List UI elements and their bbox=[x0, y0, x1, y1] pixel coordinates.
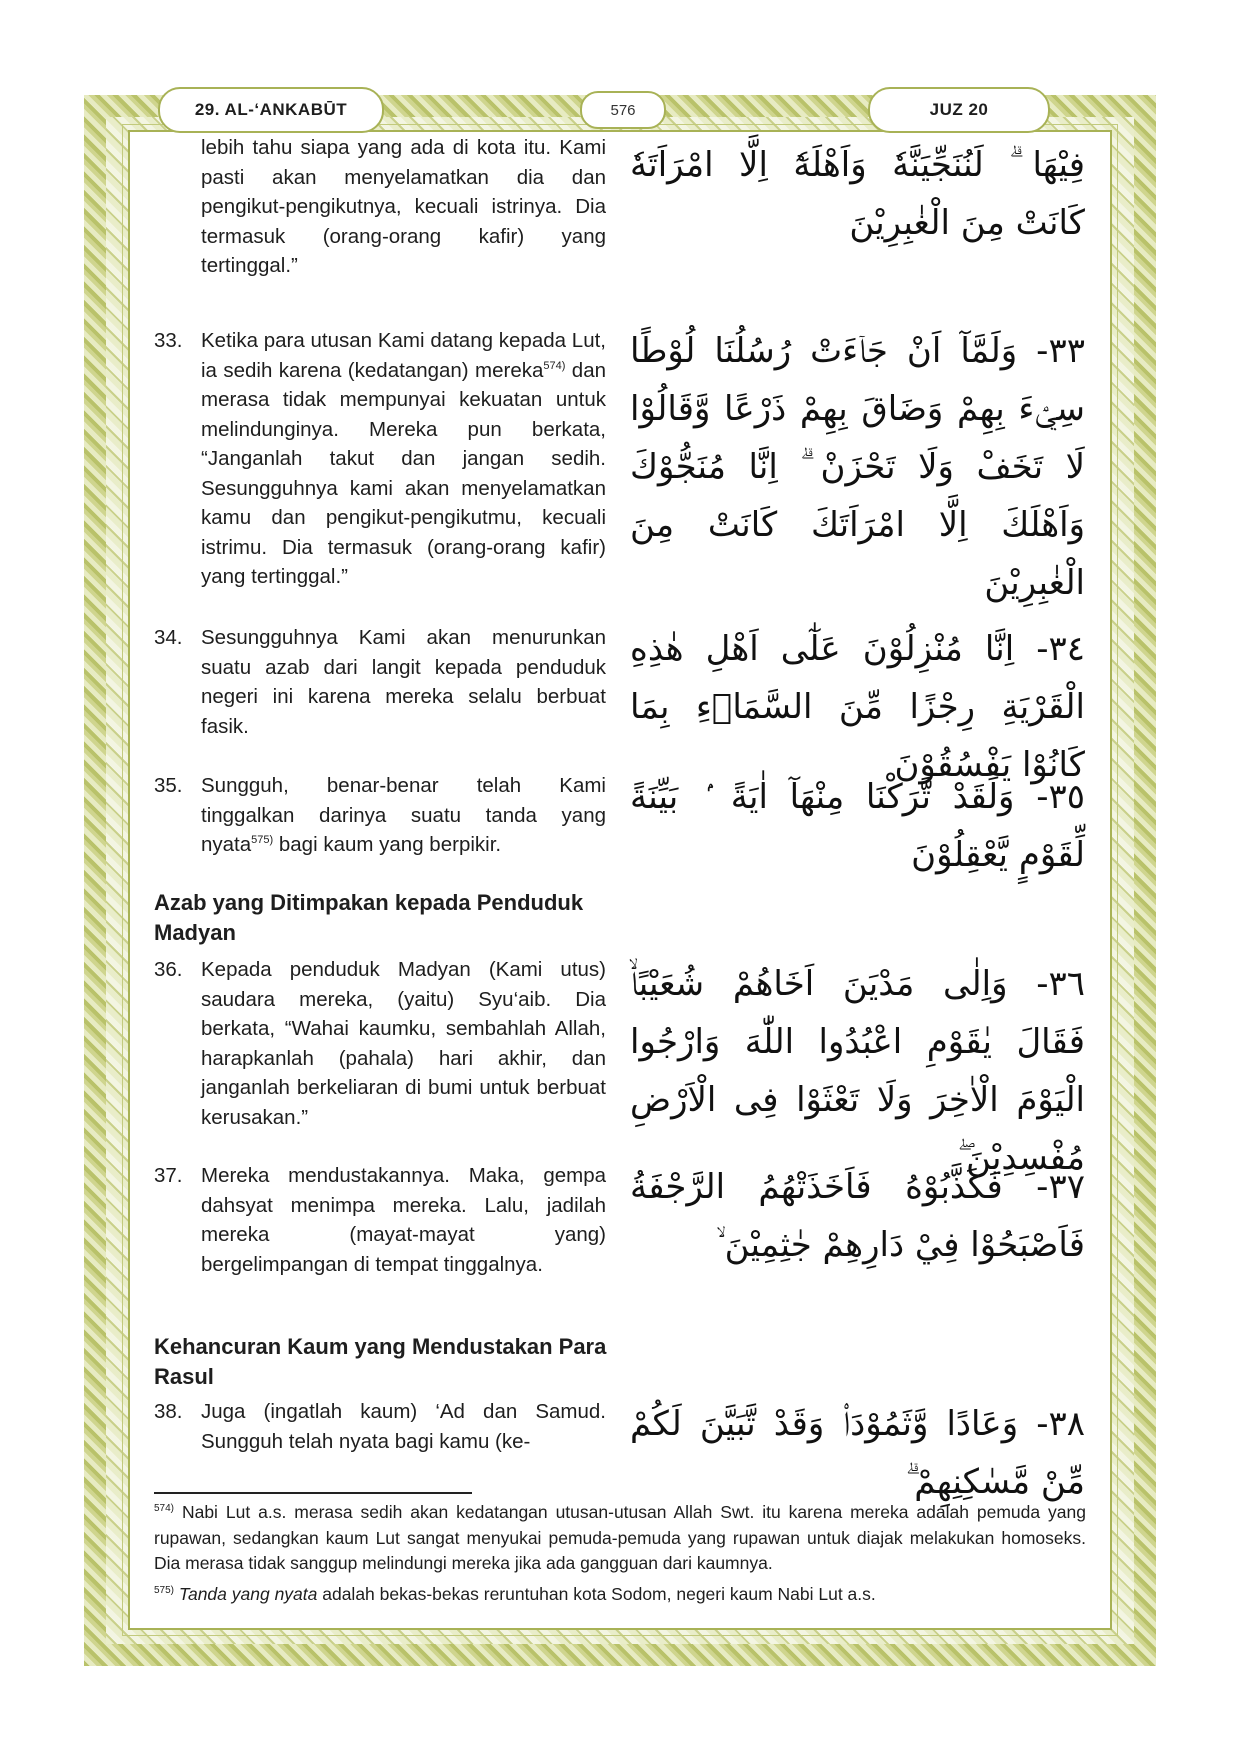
verse-number: 33. bbox=[154, 329, 183, 352]
verse-text: Juga (ingatlah kaum) ‘Ad dan Samud. Sungguh telah nyata bagi kamu (ke- bbox=[201, 1400, 606, 1453]
page-number: 576 bbox=[580, 91, 666, 129]
verse-38-arabic: ٣٨- وَعَادًا وَّثَمُوْدَا۟ وَقَدْ تَّبَيَّنَ لَكُمْ مِّنْ مَّسٰكِنِهِمْ ۗ bbox=[630, 1404, 1085, 1502]
footnote-mark: 575) bbox=[154, 1585, 175, 1597]
verse-text: Sungguh, benar-benar telah Kami tinggalkan darinya suatu tanda yang nyata bbox=[201, 774, 606, 856]
footnote-ref-575[interactable]: 575) bbox=[251, 834, 274, 847]
juz-label: JUZ 20 bbox=[868, 87, 1050, 133]
verse-35-translation bbox=[154, 771, 606, 860]
verse-text: lebih tahu siapa yang ada di kota itu. Kami pasti akan menyelamatkan dia dan pengikut-pengikutnya, kecuali istrinya. Dia termasuk (orang-orang kafir) yang tertinggal.” bbox=[201, 136, 606, 277]
footnote-divider bbox=[154, 1492, 472, 1494]
verse-text: bagi kaum yang berpikir. bbox=[273, 833, 502, 856]
verse-32-translation bbox=[154, 133, 606, 281]
verse-text: dan merasa tidak mempunyai kekuatan untuk melindunginya. Mereka pun berkata, “Janganlah takut dan jangan sedih. Sesungguhnya kami akan menyelamatkan kamu dan pengikut-pengikutmu, kecuali istrimu. Dia termasuk (orang-orang kafir) yang tertinggal.” bbox=[201, 358, 606, 588]
footnote-ref-574[interactable]: 574) bbox=[543, 359, 566, 372]
verse-number: 36. bbox=[154, 958, 183, 981]
verse-37-translation bbox=[154, 1161, 606, 1279]
verse-34-arabic: ٣٤- اِنَّا مُنْزِلُوْنَ عَلٰٓى اَهْلِ هٰذِهِ الْقَرْيَةِ رِجْزًا مِّنَ السَّمَاۤءِ بِمَا كَانُوْا يَفْسُقُوْنَ bbox=[630, 629, 1085, 785]
section-heading-madyan: Azab yang Ditimpakan kepada Penduduk Madyan bbox=[154, 890, 584, 945]
section-heading-rasul: Kehancuran Kaum yang Mendustakan Para Rasul bbox=[154, 1334, 607, 1389]
verse-text: Mereka mendustakannya. Maka, gempa dahsyat menimpa mereka. Lalu, jadilah mereka (mayat-mayat yang) bergelimpangan di tempat tinggalnya. bbox=[201, 1164, 606, 1276]
verse-36-arabic: ٣٦- وَاِلٰى مَدْيَنَ اَخَاهُمْ شُعَيْبًاۙ فَقَالَ يٰقَوْمِ اعْبُدُوا اللّٰهَ وَارْجُوا الْيَوْمَ الْاٰخِرَ وَلَا تَعْثَوْا فِى الْاَرْضِ مُفْسِدِيْنَ ۖ bbox=[630, 964, 1085, 1178]
verse-37-arabic: ٣٧- فَكَذَّبُوْهُ فَاَخَذَتْهُمُ الرَّجْفَةُ فَاَصْبَحُوْا فِيْ دَارِهِمْ جٰثِمِيْنَ ۙ bbox=[630, 1167, 1085, 1265]
verse-text: Kepada penduduk Madyan (Kami utus) saudara mereka, (yaitu) Syu‘aib. Dia berkata, “Wahai kaumku, sembahlah Allah, harapkanlah (pahala) hari akhir, dan janganlah berkeliaran di bumi untuk berbuat kerusakan.” bbox=[201, 958, 606, 1129]
footnote-575 bbox=[154, 1582, 1086, 1608]
surah-title: 29. AL-‘ANKABŪT bbox=[158, 87, 384, 133]
verse-35-arabic: ٣٥- وَلَقَدْ تَّرَكْنَا مِنْهَآ اٰيَةً ۢ بَيِّنَةً لِّقَوْمٍ يَّعْقِلُوْنَ bbox=[630, 777, 1085, 875]
footnote-text: Nabi Lut a.s. merasa sedih akan kedatangan utusan-utusan Allah Swt. itu karena mereka adalah pemuda yang rupawan, sedangkan kaum Lut sangat menyukai pemuda-pemuda yang rupawan untuk diajak melakukan homoseks. Dia merasa tidak sanggup melindungi mereka jika ada gangguan dari kaumnya. bbox=[154, 1502, 1086, 1573]
footnote-mark: 574) bbox=[154, 1503, 175, 1515]
verse-text: Ketika para utusan Kami datang kepada Lut, ia sedih karena (kedatangan) mereka bbox=[201, 329, 606, 382]
verse-number: 38. bbox=[154, 1400, 183, 1423]
verse-36-translation bbox=[154, 955, 606, 1132]
verse-number: 35. bbox=[154, 774, 183, 797]
footnote-text: adalah bekas-bekas reruntuhan kota Sodom, negeri kaum Nabi Lut a.s. bbox=[317, 1584, 876, 1604]
verse-33-arabic: ٣٣- وَلَمَّآ اَنْ جَاۤءَتْ رُسُلُنَا لُوْطًا سِيْۤءَ بِهِمْ وَضَاقَ بِهِمْ ذَرْعًا وَّقَالُوْا لَا تَخَفْ وَلَا تَحْزَنْ ۗ اِنَّا مُنَجُّوْكَ وَاَهْلَكَ اِلَّا امْرَاَتَكَ كَانَتْ مِنَ الْغٰبِرِيْنَ bbox=[630, 331, 1085, 603]
verse-34-translation bbox=[154, 623, 606, 741]
verse-number: 37. bbox=[154, 1164, 183, 1187]
footnote-574 bbox=[154, 1500, 1086, 1577]
verse-text: Sesungguhnya Kami akan menurunkan suatu azab dari langit kepada penduduk negeri ini karena mereka selalu berbuat fasik. bbox=[201, 626, 606, 738]
verse-32-arabic: فِيْهَا ۗ لَنُنَجِّيَنَّهٗ وَاَهْلَهٗٓ اِلَّا امْرَاَتَهٗ كَانَتْ مِنَ الْغٰبِرِيْنَ bbox=[630, 145, 1085, 243]
verse-number: 34. bbox=[154, 626, 183, 649]
footnote-italic-term: Tanda yang nyata bbox=[174, 1584, 318, 1604]
verse-33-translation bbox=[154, 326, 606, 592]
verse-38-translation bbox=[154, 1397, 606, 1456]
